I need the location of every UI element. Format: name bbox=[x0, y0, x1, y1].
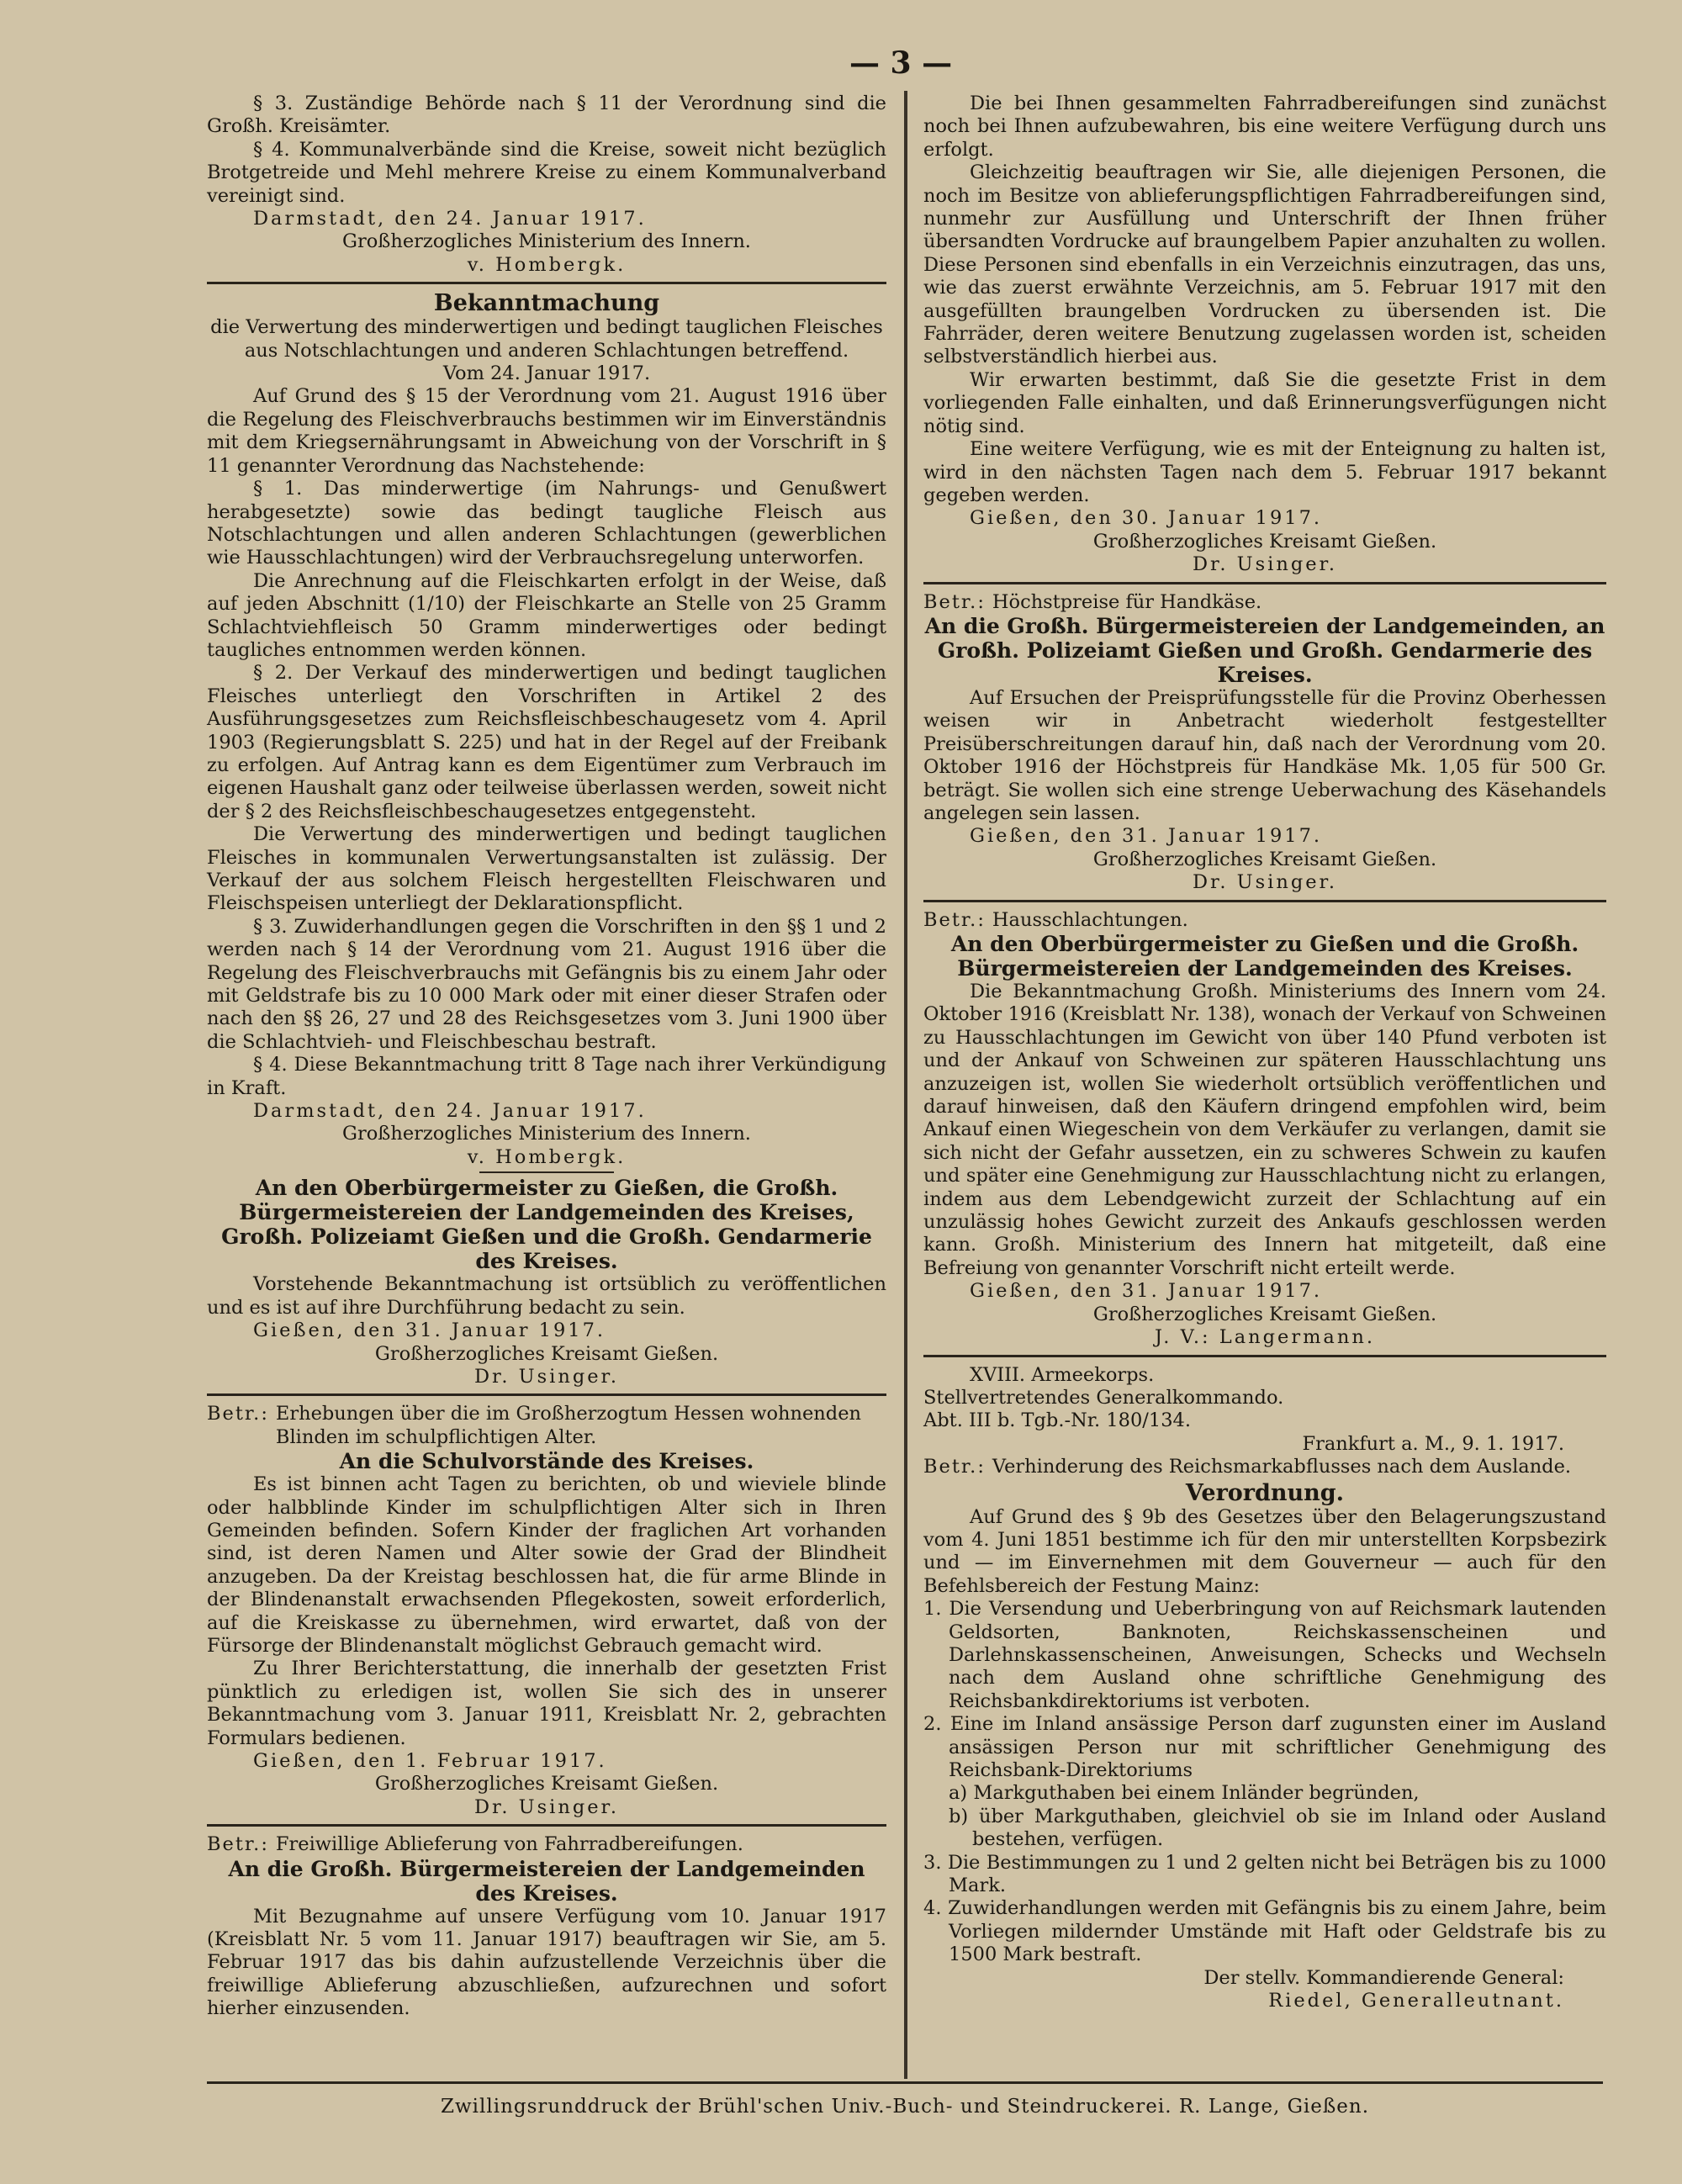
subject-line bbox=[923, 909, 1606, 932]
signature-office: Der stellv. Kommandierende General: bbox=[1203, 1966, 1564, 1989]
place-date: Gießen, den 31. Januar 1917. bbox=[253, 1319, 606, 1342]
section-rule bbox=[923, 582, 1606, 584]
right-column bbox=[923, 93, 1606, 2012]
section-title: Bekanntmachung bbox=[433, 290, 660, 317]
paragraph: Wir erwarten bestimmt, daß Sie die gesetzte Frist in dem vorliegenden Falle einhalten, und daß Erinnerungsverfügungen nicht nötig sind. bbox=[923, 368, 1606, 437]
place-date: Gießen, den 1. Februar 1917. bbox=[253, 1750, 607, 1772]
paragraph: Die Bekanntmachung Großh. Ministeriums des Innern vom 24. Oktober 1916 (Kreisblatt Nr. 138), wonach der Verkauf von Schweinen zu Hausschlachtungen im Gewicht von über 140 Pfund verboten ist und der Ankauf von Schweinen zur späteren Hausschlachtung uns anzuzeigen ist, wollen Sie wiederholt ortsüblich veröffentlichen und darauf hinweisen, daß den Käufern dringend empfohlen wird, beim Ankauf einen Wiegeschein von dem Verkäufer zu verlangen, damit sie sich nicht der Gefahr aussetzen, ein zu schweres Schwein zu kaufen und später eine Genehmigung zur Hausschlachtung nicht zu erlangen, indem aus dem Lebendgewicht zurzeit der Schlachtung auf ein unzulässig hohes Gewicht zurzeit des Ankaufs geschlossen werden kann. Großh. Ministerium des Innern hat mitgeteilt, daß eine Befreiung von genannter Vorschrift nicht erteilt werde. bbox=[923, 981, 1606, 1279]
section-heading: An die Großh. Bürgermeistereien der Landgemeinden des Kreises. bbox=[228, 1856, 865, 1906]
printer-imprint: Zwillingsrunddruck der Brühl'schen Univ.-Buch- und Steindruckerei. R. Lange, Gießen. bbox=[207, 2081, 1603, 2118]
paragraph: Auf Grund des § 9b des Gesetzes über den Belagerungszustand vom 4. Juni 1851 bestimme ich für den mir unterstellten Korpsbezirk und — im Einvernehmen mit dem Gouverneur — auch für den Befehlsbereich der Festung Mainz: bbox=[923, 1505, 1606, 1597]
subject-text: Hausschlachtungen. bbox=[992, 908, 1188, 931]
paragraph: Die bei Ihnen gesammelten Fahrradbereifungen sind zunächst noch bei Ihnen aufzubewahren, bis eine weitere Verfügung durch uns erfolgt. bbox=[923, 93, 1606, 161]
place-date: Darmstadt, den 24. Januar 1917. bbox=[253, 208, 647, 230]
list-item: 2. Eine im Inland ansässige Person darf zugunsten einer im Ausland ansässigen Person nur mit schriftlicher Genehmigung des Reichsbank-Direktoriums bbox=[923, 1713, 1606, 1781]
signature-name: Riedel, Generalleutnant. bbox=[1268, 1990, 1564, 2012]
section-heading: An den Oberbürgermeister zu Gießen, die Großh. Bürgermeistereien der Landgemeinden des Kreises, Großh. Polizeiamt Gießen und die Großh. Gendarmerie des Kreises. bbox=[221, 1176, 872, 1274]
section-heading: An die Großh. Bürgermeistereien der Landgemeinden, an Großh. Polizeiamt Gießen und Großh. Gendarmerie des Kreises. bbox=[924, 613, 1605, 687]
subject-line bbox=[207, 1833, 886, 1856]
place-date: Darmstadt, den 24. Januar 1917. bbox=[253, 1100, 647, 1123]
signature-office: Großherzogliches Kreisamt Gießen. bbox=[1092, 530, 1437, 553]
paragraph: Gleichzeitig beauftragen wir Sie, alle diejenigen Personen, die noch im Besitze von ablieferungspflichtigen Fahrradbereifungen sind, nunmehr zur Ausfüllung und Unterschrift der Ihnen früher übersandten Vordrucke auf braungelbem Papier anzuhalten zu wollen. Diese Personen sind ebenfalls in ein Verzeichnis einzutragen, das uns, wie das zuerst erwähnte Verzeichnis, am 5. Februar 1917 mit den ausgefüllten braungelben Vordrucken zu übersenden ist. Die Fahrräder, deren weitere Benutzung zugelassen worden ist, scheiden selbstverständlich hierbei aus. bbox=[923, 161, 1606, 368]
signature-office: Großherzogliches Kreisamt Gießen. bbox=[1092, 848, 1437, 870]
paragraph: Zu Ihrer Berichterstattung, die innerhalb der gesetzten Frist pünktlich zu erledigen ist, wollen Sie sich des in unserer Bekanntmachung vom 3. Januar 1911, Kreisblatt Nr. 2, gebrachten Formulars bedienen. bbox=[207, 1658, 886, 1749]
paragraph: Die Verwertung des minderwertigen und bedingt tauglichen Fleisches in kommunalen Verwertungsanstalten ist zulässig. Der Verkauf der aus solchem Fleisch hergestellten Fleischwaren und Fleischspeisen unterliegt der Deklarationspflicht. bbox=[207, 823, 886, 915]
signature-name: Dr. Usinger. bbox=[1193, 871, 1337, 894]
place-date: Gießen, den 31. Januar 1917. bbox=[970, 825, 1323, 848]
paragraph: Mit Bezugnahme auf unsere Verfügung vom 10. Januar 1917 (Kreisblatt Nr. 5 vom 11. Januar 1917) beauftragen wir Sie, am 5. Februar 1917 das bis dahin aufzustellende Verzeichnis über die freiwillige Ablieferung abzuschließen, aufzurechnen und sofort hierher einzusenden. bbox=[207, 1905, 886, 2020]
section-rule bbox=[207, 1824, 886, 1827]
signature-name: Dr. Usinger. bbox=[474, 1795, 619, 1818]
signature-name: Dr. Usinger. bbox=[1193, 553, 1337, 576]
paragraph: Eine weitere Verfügung, wie es mit der Enteignung zu halten ist, wird in den nächsten Tagen nach dem 5. Februar 1917 bekannt gegeben werden. bbox=[923, 438, 1606, 506]
place-date: Frankfurt a. M., 9. 1. 1917. bbox=[1302, 1432, 1564, 1455]
section-rule bbox=[923, 900, 1606, 902]
paragraph: § 1. Das minderwertige (im Nahrungs- und Genußwert herabgesetzte) sowie das bedingt taugliche Fleisch aus Notschlachtungen und allen anderen Schlachtungen (gewerblichen wie Hausschlachtungen) wird der Verbrauchsregelung unterworfen. bbox=[207, 478, 886, 569]
section-heading: An die Schulvorstände des Kreises. bbox=[339, 1449, 754, 1474]
list-subitem: b) über Markguthaben, gleichviel ob sie im Inland oder Ausland bestehen, verfügen. bbox=[949, 1805, 1606, 1851]
subject-key: Betr.: bbox=[207, 1833, 269, 1856]
paragraph: Die Anrechnung auf die Fleischkarten erfolgt in der Weise, daß auf jeden Abschnitt (1/10) der Fleischkarte an Stelle von 25 Gramm Schlachtviehfleisch 50 Gramm minderwertiges oder bedingt taugliches entnommen werden können. bbox=[207, 569, 886, 661]
paragraph: § 3. Zuständige Behörde nach § 11 der Verordnung sind die Großh. Kreisämter. bbox=[207, 93, 886, 138]
list-item: 1. Die Versendung und Ueberbringung von auf Reichsmark lautenden Geldsorten, Banknoten, Reichskassenscheinen und Darlehnskassenscheinen, Anweisungen, Schecks und Wechseln nach dem Ausland ohne schriftliche Genehmigung des Reichsbankdirektoriums ist verboten. bbox=[923, 1598, 1606, 1712]
section-subtitle: die Verwertung des minderwertigen und bedingt tauglichen Fleisches aus Notschlachtungen und anderen Schlachtungen betreffend. bbox=[210, 316, 883, 362]
subject-line bbox=[923, 591, 1606, 614]
signature-office: Großherzogliches Kreisamt Gießen. bbox=[374, 1773, 719, 1795]
paragraph: Auf Grund des § 15 der Verordnung vom 21. August 1916 über die Regelung des Fleischverbrauchs bestimmen wir im Einverständnis mit dem Kriegsernährungsamt in Abweichung von der Vorschrift in § 11 genannter Verordnung das Nachstehende: bbox=[207, 385, 886, 477]
short-divider bbox=[479, 1171, 614, 1173]
section-heading: An den Oberbürgermeister zu Gießen und die Großh. Bürgermeistereien der Landgemeinden des Kreises. bbox=[950, 932, 1579, 981]
signature-name: Dr. Usinger. bbox=[474, 1365, 619, 1388]
section-date: Vom 24. Januar 1917. bbox=[442, 362, 651, 385]
left-column bbox=[207, 93, 886, 2021]
subject-line bbox=[207, 1403, 886, 1449]
signature-office: Großherzogliches Ministerium des Innern. bbox=[342, 230, 751, 253]
signature-name: v. Hombergk. bbox=[467, 1145, 627, 1168]
signature-name: v. Hombergk. bbox=[467, 253, 627, 276]
subject-text: Verhinderung des Reichsmarkabflusses nach dem Auslande. bbox=[992, 1456, 1572, 1478]
signature-office: Großherzogliches Kreisamt Gießen. bbox=[374, 1342, 719, 1365]
paragraph: § 4. Diese Bekanntmachung tritt 8 Tage nach ihrer Verkündigung in Kraft. bbox=[207, 1054, 886, 1099]
subject-key: Betr.: bbox=[923, 1456, 986, 1478]
subject-text: Freiwillige Ablieferung von Fahrradbereifungen. bbox=[275, 1833, 743, 1856]
paragraph: § 3. Zuwiderhandlungen gegen die Vorschriften in den §§ 1 und 2 werden nach § 14 der Verordnung vom 21. August 1916 über die Regelung des Fleischverbrauchs mit Gefängnis bis zu einem Jahr oder mit Geldstrafe bis zu 10 000 Mark oder mit einer dieser Strafen oder nach den §§ 26, 27 und 28 des Reichsgesetzes vom 3. Juni 1900 über die Schlachtvieh- und Fleischbeschau bestraft. bbox=[207, 915, 886, 1053]
subject-key: Betr.: bbox=[923, 590, 986, 613]
list-subitem: a) Markguthaben bei einem Inländer begründen, bbox=[949, 1782, 1420, 1805]
subject-line bbox=[923, 1456, 1606, 1478]
command-line: XVIII. Armeekorps. bbox=[970, 1363, 1155, 1386]
section-rule bbox=[207, 282, 886, 284]
place-date: Gießen, den 31. Januar 1917. bbox=[970, 1280, 1323, 1303]
command-line: Abt. III b. Tgb.-Nr. 180/134. bbox=[923, 1409, 1191, 1432]
section-title: Verordnung. bbox=[1185, 1479, 1345, 1506]
command-line: Stellvertretendes Generalkommando. bbox=[923, 1386, 1284, 1409]
subject-key: Betr.: bbox=[923, 908, 986, 931]
paragraph: § 2. Der Verkauf des minderwertigen und bedingt tauglichen Fleisches unterliegt den Vorschriften in Artikel 2 des Ausführungsgesetzes zum Reichsfleischbeschaugesetz vom 4. April 1903 (Regierungsblatt S. 225) und hat in der Regel auf der Freibank zu erfolgen. Auf Antrag kann es dem Eigentümer zum Verbrauch im eigenen Haushalt ganz oder teilweise überlassen werden, soweit nicht der § 2 des Reichsfleischbeschaugesetzes entgegensteht. bbox=[207, 662, 886, 822]
subject-text: Erhebungen über die im Großherzogtum Hessen wohnenden Blinden im schulpflichtigen Alter. bbox=[275, 1403, 862, 1448]
list-item: 3. Die Bestimmungen zu 1 und 2 gelten nicht bei Beträgen bis zu 1000 Mark. bbox=[923, 1851, 1606, 1897]
paragraph: Es ist binnen acht Tagen zu berichten, ob und wieviele blinde oder halbblinde Kinder im schulpflichtigen Alter sich in Ihren Gemeinden befinden. Sofern Kinder der fraglichen Art vorhanden sind, ist deren Namen und Alter sowie der Grad der Blindheit anzugeben. Da der Kreistag beschlossen hat, die für arme Blinde in der Blindenanstalt erwachsenden Pflegekosten, soweit erforderlich, auf die Kreiskasse zu übernehmen, wird erwartet, daß von der Fürsorge der Blindenanstalt möglichst Gebrauch gemacht wird. bbox=[207, 1473, 886, 1657]
subject-key: Betr.: bbox=[207, 1403, 269, 1425]
column-divider bbox=[904, 91, 907, 2079]
list-item: 4. Zuwiderhandlungen werden mit Gefängnis bis zu einem Jahre, beim Vorliegen mildernder Umstände mit Haft oder Geldstrafe bis zu 1500 Mark bestraft. bbox=[923, 1897, 1606, 1966]
place-date: Gießen, den 30. Januar 1917. bbox=[970, 507, 1323, 530]
paragraph: Auf Ersuchen der Preisprüfungsstelle für die Provinz Oberhessen weisen wir in Anbetracht wiederholt festgestellter Preisüberschreitungen darauf hin, daß nach der Verordnung vom 20. Oktober 1916 der Höchstpreis für Handkäse Mk. 1,05 für 500 Gr. beträgt. Sie wollen sich eine strenge Ueberwachung des Käsehandels angelegen sein lassen. bbox=[923, 686, 1606, 824]
section-rule bbox=[923, 1355, 1606, 1357]
section-rule bbox=[207, 1393, 886, 1396]
signature-office: Großherzogliches Ministerium des Innern. bbox=[342, 1123, 751, 1145]
paragraph: § 4. Kommunalverbände sind die Kreise, soweit nicht bezüglich Brotgetreide und Mehl mehrere Kreise zu einem Kommunalverband vereinigt sind. bbox=[207, 138, 886, 207]
paragraph: Vorstehende Bekanntmachung ist ortsüblich zu veröffentlichen und es ist auf ihre Durchführung bedacht zu sein. bbox=[207, 1273, 886, 1319]
signature-name: J. V.: Langermann. bbox=[1155, 1326, 1375, 1349]
page-number: — 3 — bbox=[849, 45, 953, 81]
signature-office: Großherzogliches Kreisamt Gießen. bbox=[1092, 1303, 1437, 1325]
subject-text: Höchstpreise für Handkäse. bbox=[992, 590, 1262, 613]
